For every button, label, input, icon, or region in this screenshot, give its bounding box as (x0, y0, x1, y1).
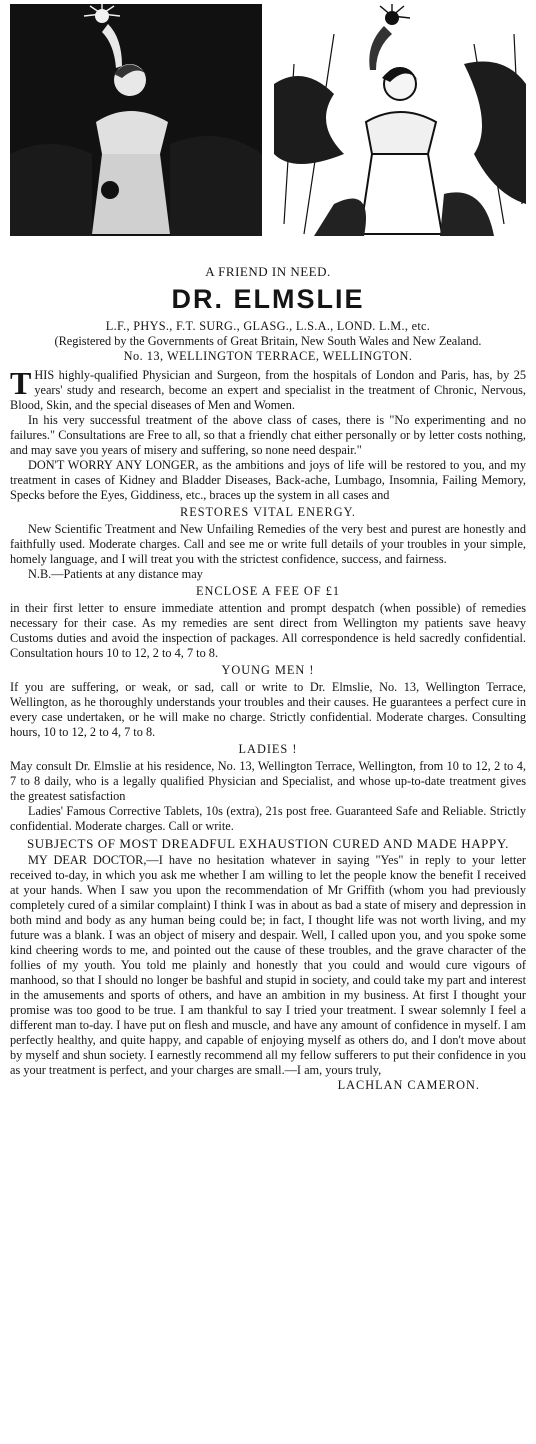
woman-with-sun-illustration-right (274, 4, 526, 236)
scientific-paragraph: New Scientific Treatment and New Unfailing Remedies of the very best and purest are honestly and faithfully used. Moderate charges. Call and see me or write full details of your troubles in your simple, homely language, and I will treat you with the strictest confidence, success, and fairness. (10, 522, 526, 566)
restores-heading: RESTORES VITAL ENERGY. (180, 505, 356, 519)
illustration-left (10, 4, 262, 236)
nb-paragraph: N.B.—Patients at any distance may (28, 567, 203, 581)
subjects-heading: SUBJECTS OF MOST DREADFUL EXHAUSTION CURED AND MADE HAPPY. (26, 836, 510, 851)
young-men-paragraph: If you are suffering, or weak, or sad, call or write to Dr. Elmslie, No. 13, Wellington Terrace, Wellington, as he thoroughly understands your troubles and their causes. He guarantees a perfect cure in every case undertaken, or he will make no charge. Strictly confidential. Moderate charges. Consulting hours, 10 to 12, 2 to 4, 7 to 8. (10, 680, 526, 739)
fee-heading: ENCLOSE A FEE OF £1 (195, 584, 341, 598)
tablets-paragraph: Ladies' Famous Corrective Tablets, 10s (extra), 21s post free. Guaranteed Safe and Reliable. Strictly confidential. Moderate charges. Call or write. (10, 804, 526, 833)
address-line: No. 13, WELLINGTON TERRACE, WELLINGTON. (123, 349, 413, 363)
illustrations (10, 0, 526, 244)
testimonial-letter: MY DEAR DOCTOR,—I have no hesitation whatever in saying "Yes" in reply to your letter received to-day, in which you ask me whether I am willing to let the people know the benefit I received at your hands. When I saw you upon the recommendation of Mr Griffith (whom you had previously completely cured of a similar complaint) I think I was in about as bad a state of misery and depression in both mind and body as any human being could be; in fact, I thought life was not worth living, and my future was a blank. I was an object of misery and despair. Well, I called upon you, and you spoke some kind cheering words to me, and pointed out the cause of these troubles, and the grave character of the follies of my youth. You told me plainly and honestly that you could and would cure vigours of manhood, so that I should no longer be bashful and stupid in society, and could take my part and interest in the amusements and sports of others, and have an ambition in my business. At first I thought your promise was too good to be true. I am thankful to say I tried your treatment. I swear solemnly I feel a different man to-day. I have put on flesh and muscle, and have any amount of confidence in myself. I am perfectly healthy, and quite happy, and capable of enjoying myself as others do, and I don't move about by myself and shun society. I earnestly recommend all my fellow sufferers to put their confidence in you as your treatment is perfect, and your charges are small.—I am, yours truly, (10, 853, 526, 1077)
intro-paragraph (10, 365, 526, 413)
intro-text: HIS highly-qualified Physician and Surgeon, from the hospitals of London and Paris, has, by 25 years' study and research, become an expert and specialist in the treatment of Chronic, Nervous, Blood, Skin, and the special diseases of Men and Women. (10, 368, 526, 412)
fee-paragraph: in their first letter to ensure immediate attention and prompt despatch (when possible) of remedies necessary for their case. As my remedies are sent direct from Wellington my patients save heavy Customs duties and avoid the inspection of packages. All correspondence is held sacredly confidential. Consultation hours 10 to 12, 2 to 4, 7 to 8. (10, 601, 526, 660)
doctor-name-title: DR. ELMSLIE (171, 284, 365, 314)
worry-paragraph: DON'T WORRY ANY LONGER, as the ambitions and joys of life will be restored to you, and my treatment in cases of Kidney and Bladder Diseases, Back-ache, Lumbago, Insomnia, Failing Memory, Specks before the Eyes, Giddiness, etc., braces up the system in all cases and (10, 458, 526, 502)
ladies-heading: LADIES ! (238, 742, 298, 756)
young-men-heading: YOUNG MEN ! (221, 663, 315, 677)
illustration-right (274, 4, 526, 236)
registration-line: (Registered by the Governments of Great Britain, New South Wales and New Zealand. (54, 334, 482, 348)
signature: LACHLAN CAMERON. (337, 1078, 480, 1092)
success-paragraph: In his very successful treatment of the above class of cases, there is "No experimenting and no failures." Consultations are Free to all, so that a friendly chat either personally or by letter costs nothing, and may save you years of misery and suffering, so none need despair." (10, 413, 526, 457)
ladies-paragraph: May consult Dr. Elmslie at his residence, No. 13, Wellington Terrace, Wellington, from 10 to 12, 2 to 4, 7 to 8 daily, who is a legally qualified Physician and Specialist, and whose up-to-date treatment gives the greatest satisfaction (10, 759, 526, 803)
credentials-line: L.F., PHYS., F.T. SURG., GLASG., L.S.A., LOND. L.M., etc. (105, 319, 431, 333)
drop-cap: T (10, 365, 32, 401)
kicker-heading: A FRIEND IN NEED. (205, 264, 331, 279)
woman-with-sun-illustration-left (10, 4, 262, 236)
